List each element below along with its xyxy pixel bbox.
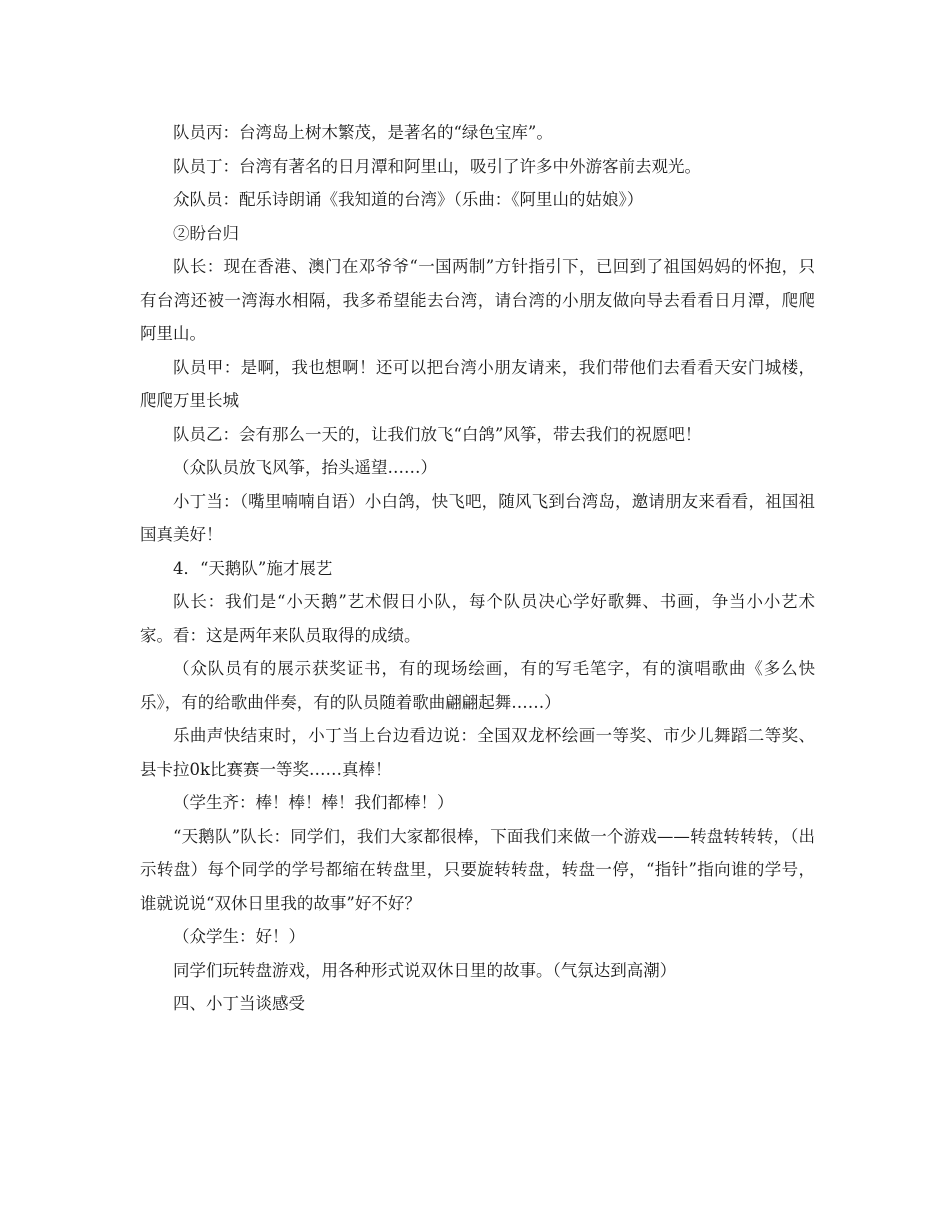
paragraph: 乐曲声快结束时，小丁当上台边看边说：全国双龙杯绘画一等奖、市少儿舞蹈二等奖、县卡拉0k比赛赛一等奖……真棒！ <box>140 726 815 779</box>
paragraph: 队员乙：会有那么一天的，让我们放飞“白鸽”风筝，带去我们的祝愿吧！ <box>173 424 702 444</box>
section-heading: ②盼台归 <box>173 223 239 243</box>
stage-direction: （学生齐：棒！棒！棒！我们都棒！） <box>173 793 454 812</box>
paragraph: 同学们玩转盘游戏，用各种形式说双休日里的故事。（气氛达到高潮） <box>173 960 677 980</box>
section-heading: 4．“天鹅队”施才展艺 <box>173 558 333 578</box>
paragraph: 队员丁：台湾有著名的日月潭和阿里山，吸引了许多中外游客前去观光。 <box>173 156 701 176</box>
paragraph: “天鹅队”队长：同学们，我们大家都很棒，下面我们来做一个游戏——转盘转转转，（出示转盘）每个同学的学号都缩在转盘里，只要旋转转盘，转盘一停，“指针”指向谁的学号，谁就说说“双休日里我的故事”好不好？ <box>140 826 815 913</box>
paragraph: 队长：我们是“小天鹅”艺术假日小队，每个队员决心学好歌舞、书画，争当小小艺术家。看：这是两年来队员取得的成绩。 <box>140 592 815 645</box>
paragraph: 队员丙：台湾岛上树木繁茂，是著名的“绿色宝库”。 <box>173 123 553 142</box>
document-body <box>140 116 815 1021</box>
paragraph: 众队员：配乐诗朗诵《我知道的台湾》（乐曲：《阿里山的姑娘》） <box>173 190 644 209</box>
stage-direction: （众队员有的展示获奖证书，有的现场绘画，有的写毛笔字，有的演唱歌曲《多么快乐》，有的给歌曲伴奏，有的队员随着歌曲翩翩起舞……） <box>140 659 815 712</box>
stage-direction: （众队员放飞风筝，抬头遥望……） <box>173 458 437 477</box>
section-heading: 四、小丁当谈感受 <box>173 994 305 1013</box>
paragraph: 小丁当：（嘴里喃喃自语）小白鸽，快飞吧，随风飞到台湾岛，邀请朋友来看看，祖国祖国真美好！ <box>140 491 815 544</box>
paragraph: 队员甲：是啊，我也想啊！还可以把台湾小朋友请来，我们带他们去看看天安门城楼，爬爬万里长城 <box>140 357 815 410</box>
stage-direction: （众学生：好！） <box>173 927 305 946</box>
paragraph: 队长：现在香港、澳门在邓爷爷“一国两制”方针指引下，已回到了祖国妈妈的怀抱，只有台湾还被一湾海水相隔，我多希望能去台湾，请台湾的小朋友做向导去看看日月潭，爬爬阿里山。 <box>140 257 815 343</box>
